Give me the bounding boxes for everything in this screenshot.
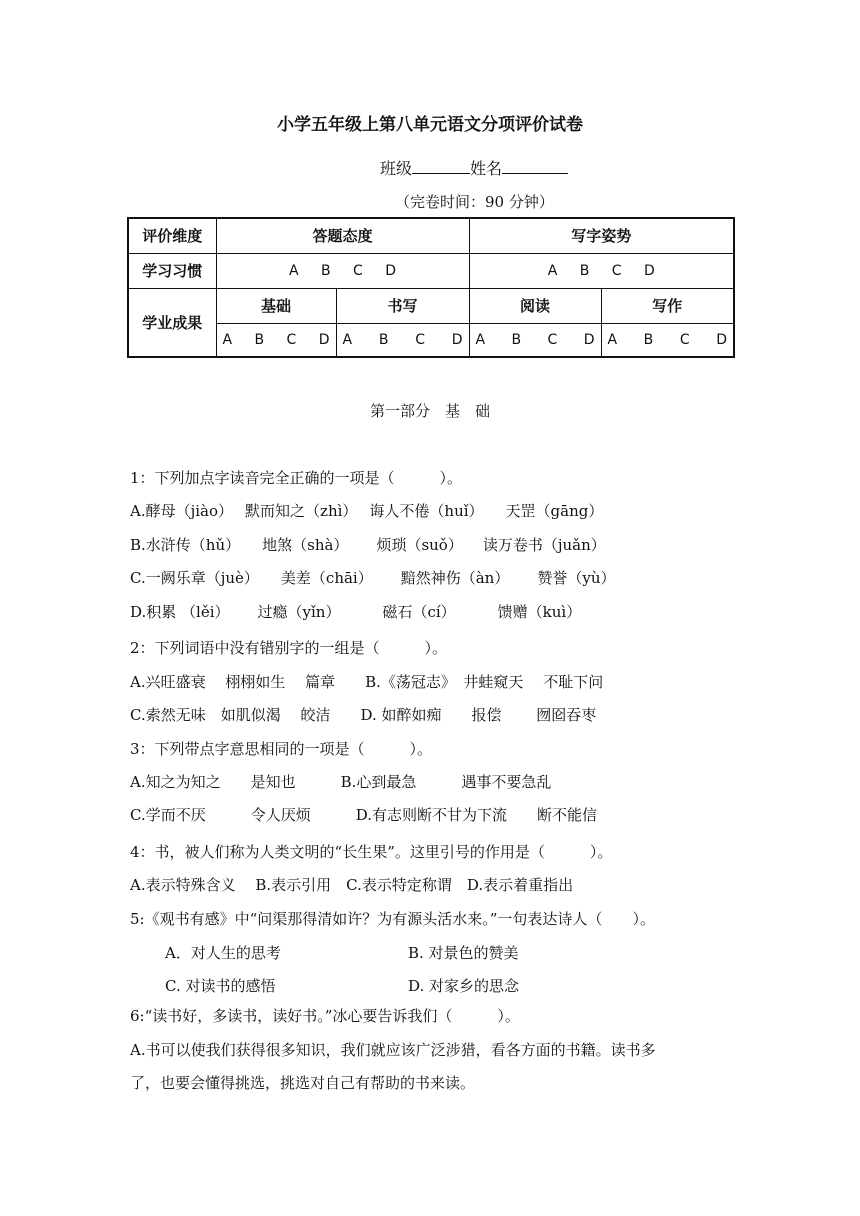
class-label: 班级 (380, 159, 413, 178)
attitude-header: 答题态度 (216, 218, 469, 253)
time-note: （完卷时间：90 分钟） (395, 193, 554, 211)
grade-d[interactable]: D (583, 331, 595, 348)
composition-header: 写作 (601, 288, 734, 323)
evaluation-table (127, 217, 735, 358)
class-name-line (380, 156, 568, 179)
grade-c[interactable]: C (286, 331, 297, 348)
basics-header: 基础 (216, 288, 336, 323)
habit-label: 学习习惯 (128, 253, 216, 288)
question-3-stem: 3：下列带点字意思相同的一项是（ ）。 (130, 740, 433, 758)
question-6-option-a-line1[interactable]: A.书可以使我们获得很多知识，我们就应该广泛涉猎，看各方面的书籍。读书多 (130, 1041, 656, 1059)
composition-grade[interactable] (601, 323, 734, 357)
question-2-options-ab[interactable]: A.兴旺盛衰 栩栩如生 篇章 B.《荡冠志》 井蛙窥天 不耻下问 (130, 673, 604, 691)
grade-a[interactable]: A (607, 331, 618, 348)
posture-header: 写字姿势 (469, 218, 734, 253)
grade-b[interactable]: B (378, 331, 389, 348)
question-2-options-cd[interactable]: C.索然无味 如肌似渴 皎洁 D. 如醉如痴 报偿 囫囵吞枣 (130, 706, 597, 724)
question-2-stem: 2：下列词语中没有错别字的一组是（ ）。 (130, 639, 448, 657)
question-4-stem: 4：书，被人们称为人类文明的“长生果”。这里引号的作用是（ ）。 (130, 843, 613, 861)
table-row (128, 253, 734, 288)
posture-grade[interactable]: A B C D (469, 253, 734, 288)
grade-d[interactable]: D (451, 331, 463, 348)
class-blank[interactable] (412, 159, 470, 174)
question-6-stem: 6:“读书好，多读书，读好书。”冰心要告诉我们（ ）。 (130, 1007, 520, 1025)
grade-d[interactable]: D (318, 331, 330, 348)
grade-a[interactable]: A (222, 331, 233, 348)
question-5-option-d[interactable]: D. 对家乡的思念 (408, 977, 520, 995)
question-4-options[interactable]: A.表示特殊含义 B.表示引用 C.表示特定称谓 D.表示着重指出 (130, 876, 574, 894)
question-3-options-ab[interactable]: A.知之为知之 是知也 B.心到最急 遇事不要急乱 (130, 773, 552, 791)
reading-grade[interactable] (469, 323, 601, 357)
table-row (128, 218, 734, 253)
question-1-stem: 1：下列加点字读音完全正确的一项是（ ）。 (130, 469, 463, 487)
question-6-option-a-line2: 了，也要会懂得挑选，挑选对自己有帮助的书来读。 (130, 1074, 476, 1092)
exam-title: 小学五年级上第八单元语文分项评价试卷 (277, 115, 583, 135)
question-1-option-a[interactable]: A.酵母（jiào） 默而知之（zhì） 诲人不倦（huǐ） 天罡（gāng） (130, 502, 604, 520)
grade-b[interactable]: B (511, 331, 522, 348)
grade-c[interactable]: C (415, 331, 425, 348)
basics-grade[interactable] (216, 323, 336, 357)
question-5-option-b[interactable]: B. 对景色的赞美 (408, 944, 519, 962)
dimension-header: 评价维度 (128, 218, 216, 253)
grade-a[interactable]: A (342, 331, 353, 348)
table-row (128, 288, 734, 323)
grade-d[interactable]: D (716, 331, 727, 348)
table-row (128, 323, 734, 357)
question-1-option-c[interactable]: C.一阙乐章（juè） 美差（chāi） 黯然神伤（àn） 赞誉（yù） (130, 569, 616, 587)
name-blank[interactable] (502, 159, 568, 174)
writing-grade[interactable] (336, 323, 469, 357)
grade-b[interactable]: B (643, 331, 654, 348)
name-label: 姓名 (470, 159, 503, 178)
grade-a[interactable]: A (475, 331, 486, 348)
question-5-option-c[interactable]: C. 对读书的感悟 (165, 977, 276, 995)
grade-c[interactable]: C (547, 331, 558, 348)
section-title: 第一部分 基 础 (369, 402, 490, 420)
question-3-options-cd[interactable]: C.学而不厌 令人厌烦 D.有志则断不甘为下流 断不能信 (130, 806, 597, 824)
attitude-grade[interactable]: A B C D (216, 253, 469, 288)
achievement-label: 学业成果 (128, 288, 216, 357)
writing-header: 书写 (336, 288, 469, 323)
grade-c[interactable]: C (679, 331, 690, 348)
reading-header: 阅读 (469, 288, 601, 323)
question-5-option-a[interactable]: A．对人生的思考 (165, 944, 281, 962)
question-1-option-d[interactable]: D.积累 （lěi） 过瘾（yǐn） 磁石（cí） 馈赠（kuì） (130, 603, 582, 621)
question-1-option-b[interactable]: B.水浒传（hǔ） 地煞（shà） 烦琐（suǒ） 读万卷书（juǎn） (130, 536, 606, 554)
question-5-stem: 5:《观书有感》中“问渠那得清如许？为有源头活水来。”一句表达诗人（ ）。 (130, 910, 655, 928)
grade-b[interactable]: B (254, 331, 265, 348)
